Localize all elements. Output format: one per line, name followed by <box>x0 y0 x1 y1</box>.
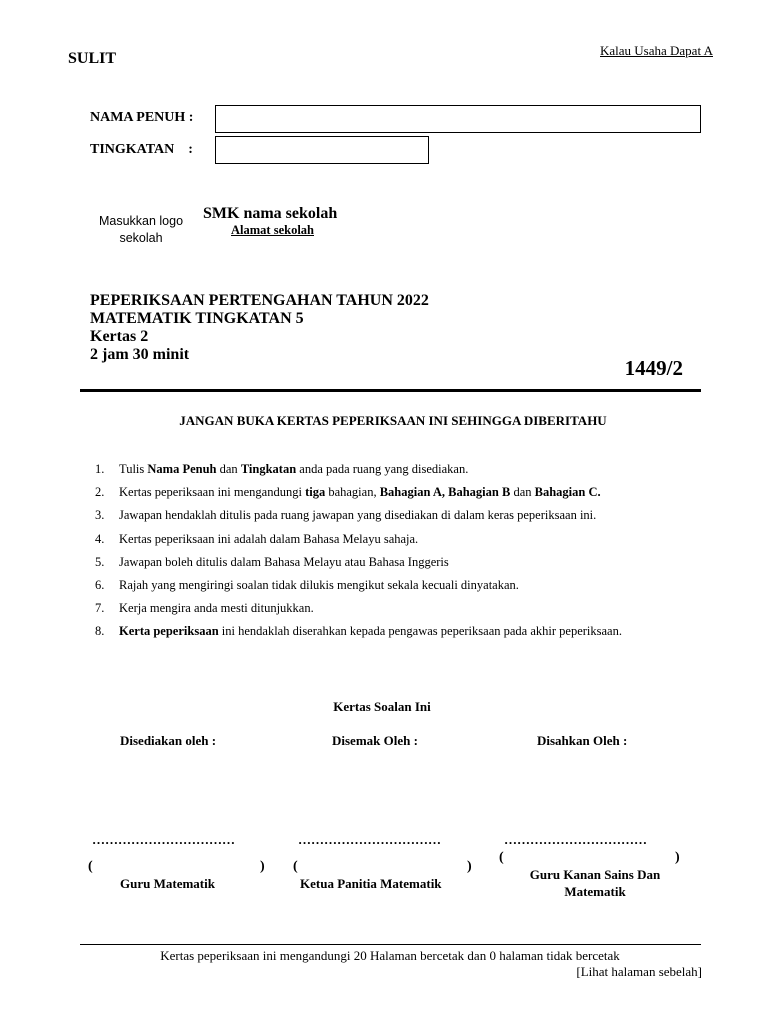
name-paren-close-3: ) <box>675 850 680 865</box>
instruction-item <box>95 462 715 485</box>
instruction-number: 4. <box>95 531 105 546</box>
exam-title-block <box>90 292 429 364</box>
name-paren-open-3: ( <box>499 850 504 865</box>
instruction-item <box>95 601 715 624</box>
instruction-item <box>95 555 715 578</box>
exam-code: 1449/2 <box>624 356 683 380</box>
instruction-text: tiga <box>305 485 326 500</box>
instruction-text: dan <box>510 485 535 500</box>
form-label: TINGKATAN : <box>90 142 193 157</box>
instruction-text: Rajah yang mengiringi soalan tidak dilukis mengikut sekala kecuali dinyatakan. <box>119 577 519 592</box>
signoff-title: Kertas Soalan Ini <box>333 699 431 714</box>
full-name-field[interactable] <box>215 105 701 133</box>
instruction-text: Kerja mengira anda mesti ditunjukkan. <box>119 601 314 616</box>
instruction-text: Kerta peperiksaan <box>119 624 219 639</box>
instruction-number: 5. <box>95 554 105 569</box>
name-paren-open-1: ( <box>88 859 93 874</box>
instruction-number: 8. <box>95 624 105 639</box>
instruction-item <box>95 578 715 601</box>
instruction-item <box>95 624 715 647</box>
instructions-list <box>95 462 715 648</box>
approved-by-label: Disahkan Oleh : <box>537 733 628 748</box>
role-senior-teacher-line2: Matematik <box>564 884 626 899</box>
instruction-number: 2. <box>95 485 105 500</box>
instruction-text: Tulis <box>119 462 148 476</box>
form-field[interactable] <box>215 136 429 164</box>
instruction-number: 6. <box>95 577 105 592</box>
exam-paper: Kertas 2 <box>90 328 149 345</box>
instruction-text: Jawapan hendaklah ditulis pada ruang jawapan yang disediakan di dalam keras peperiksaan ini. <box>119 508 597 523</box>
full-name-label: NAMA PENUH : <box>90 110 194 125</box>
role-math-teacher: Guru Matematik <box>120 876 215 891</box>
instruction-item <box>95 485 715 508</box>
name-paren-close-1: ) <box>260 859 265 874</box>
instruction-text: Nama Penuh <box>147 462 217 476</box>
instruction-number: 1. <box>95 462 105 476</box>
signature-line-1: …………………………… <box>92 832 235 847</box>
school-logo-placeholder: Masukkan logo sekolah <box>98 214 184 245</box>
instruction-text: dan <box>216 462 241 476</box>
exam-title-line1: PEPERIKSAAN PERTENGAHAN TAHUN 2022 <box>90 292 429 309</box>
role-senior-teacher <box>505 866 685 900</box>
instruction-text: bahagian, <box>325 485 380 500</box>
instruction-text: Bahagian C. <box>534 485 601 500</box>
page-count-note: Kertas peperiksaan ini mengandungi 20 Halaman bercetak dan 0 halaman tidak bercetak <box>160 948 620 963</box>
footer-divider <box>80 944 701 945</box>
warning-notice: JANGAN BUKA KERTAS PEPERIKSAAN INI SEHINGGA DIBERITAHU <box>179 413 607 428</box>
signature-line-3: …………………………… <box>504 832 647 847</box>
instruction-number: 7. <box>95 601 105 616</box>
name-paren-open-2: ( <box>293 859 298 874</box>
school-address: Alamat sekolah <box>231 223 314 237</box>
role-math-panel-head: Ketua Panitia Matematik <box>300 876 442 891</box>
role-senior-teacher-line1: Guru Kanan Sains Dan <box>529 867 661 882</box>
instruction-number: 3. <box>95 508 105 523</box>
exam-title-line2: MATEMATIK TINGKATAN 5 <box>90 310 304 327</box>
instruction-text: Jawapan boleh ditulis dalam Bahasa Melayu atau Bahasa Inggeris <box>119 554 449 569</box>
name-paren-close-2: ) <box>467 859 472 874</box>
school-name: SMK nama sekolah <box>203 205 338 222</box>
prepared-by-label: Disediakan oleh : <box>120 733 217 748</box>
instruction-item <box>95 508 715 531</box>
next-page-note: [Lihat halaman sebelah] <box>576 964 702 979</box>
header-divider <box>80 389 701 392</box>
instruction-text: Kertas peperiksaan ini adalah dalam Bahasa Melayu sahaja. <box>119 531 419 546</box>
exam-duration: 2 jam 30 minit <box>90 346 190 363</box>
instruction-text: Kertas peperiksaan ini mengandungi <box>119 485 306 500</box>
instruction-text: ini hendaklah diserahkan kepada pengawas peperiksaan pada akhir peperiksaan. <box>218 624 622 639</box>
instruction-text: anda pada ruang yang disediakan. <box>296 462 469 476</box>
classification-label: SULIT <box>68 50 117 67</box>
instruction-item <box>95 532 715 555</box>
instruction-text: Bahagian A, Bahagian B <box>379 485 511 500</box>
checked-by-label: Disemak Oleh : <box>332 733 418 748</box>
motto-text: Kalau Usaha Dapat A <box>600 43 713 58</box>
signature-line-2: …………………………… <box>298 832 441 847</box>
instruction-text: Tingkatan <box>240 462 297 476</box>
